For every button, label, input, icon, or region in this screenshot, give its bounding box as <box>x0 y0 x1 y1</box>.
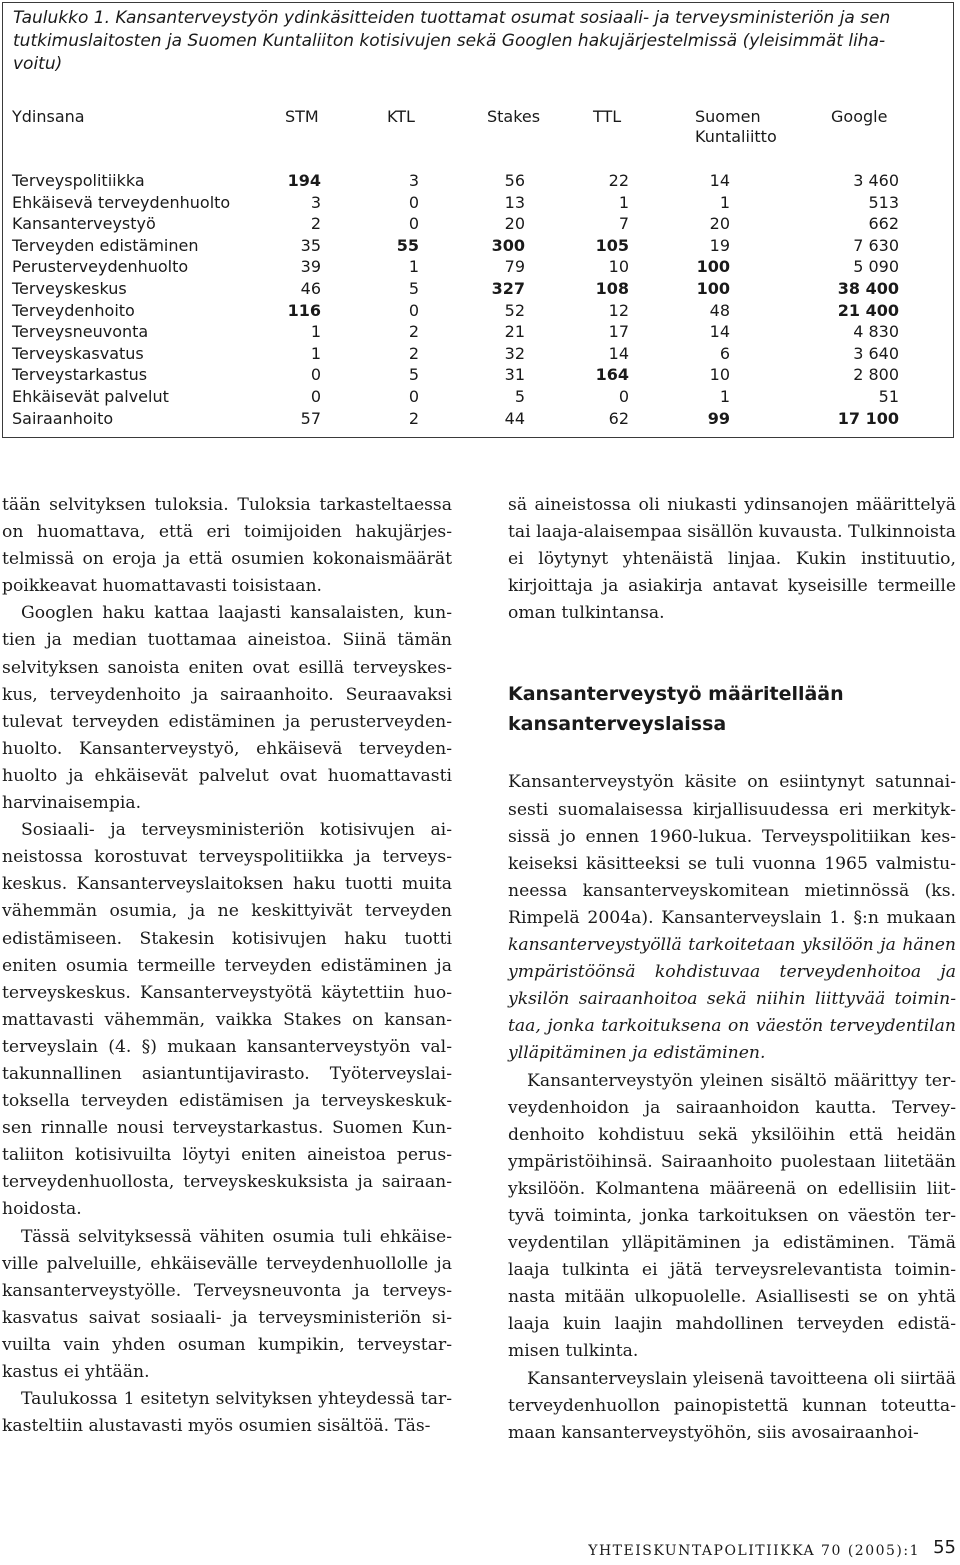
row-value: 17 <box>608 322 629 342</box>
row-value: 0 <box>618 387 629 406</box>
row-value: 12 <box>608 300 629 320</box>
row-term: Ehkäisevä terveydenhuolto <box>12 192 231 212</box>
row-value: 57 <box>300 408 321 428</box>
row-value: 32 <box>504 343 525 363</box>
row-term: Terveyskasvatus <box>12 343 144 363</box>
header-suomen-line-1: Suomen <box>695 107 761 126</box>
row-value: 14 <box>608 343 629 363</box>
section-heading: Kansanterveystyö määritellään kansanterveyslaissa <box>508 683 844 736</box>
row-value: 3 640 <box>853 343 899 363</box>
row-value: 99 <box>707 408 730 428</box>
law-quote-italic: kansanterveystyöllä tarkoitetaan yksilöön ja hänen ympäristöönsä kohdistuvaa terveydenhoitoa ja yksilön sairaanhoitoa sekä niihin liittyvää toimintaa, jonka tarkoituksena on väestön terveydentilan ylläpitäminen ja edistäminen. <box>508 935 956 1064</box>
row-value: 1 <box>719 192 730 212</box>
row-value: 5 090 <box>853 257 899 277</box>
row-value: 19 <box>709 235 730 255</box>
row-value: 513 <box>868 192 899 212</box>
row-value: 164 <box>595 365 629 385</box>
row-value: 2 <box>408 408 419 428</box>
row-term: Sairaanhoito <box>12 408 114 428</box>
row-value: 48 <box>709 300 730 320</box>
row-value: 3 <box>408 171 419 190</box>
row-value: 0 <box>310 387 321 406</box>
row-term: Terveysneuvonta <box>12 322 149 342</box>
row-value: 4 830 <box>853 322 899 342</box>
row-value: 21 <box>504 322 525 342</box>
row-value: 0 <box>408 192 419 212</box>
row-value: 10 <box>709 365 730 385</box>
row-value: 2 <box>408 343 419 363</box>
row-value: 0 <box>408 214 419 234</box>
header-ydinsana: Ydinsana <box>12 107 85 126</box>
row-value: 108 <box>595 279 629 298</box>
row-value: 22 <box>608 171 629 190</box>
row-value: 31 <box>504 365 525 385</box>
row-value: 6 <box>719 343 730 363</box>
row-value: 20 <box>504 214 525 234</box>
row-term: Kansanterveystyö <box>12 214 156 234</box>
row-value: 14 <box>709 322 730 342</box>
row-value: 300 <box>491 235 525 255</box>
row-value: 105 <box>595 235 629 255</box>
right-column <box>508 492 956 1447</box>
paragraph: Kansanterveyslain yleisenä tavoitteena oli siirtää terveydenhuollon painopistettä kunnan toteuttamaan kansanterveystyöhön, siis avosairaanhoi- <box>508 1368 956 1443</box>
row-value: 46 <box>300 279 321 298</box>
row-value: 44 <box>504 408 525 428</box>
row-value: 1 <box>618 192 629 212</box>
row-value: 1 <box>719 387 730 406</box>
paragraph: Sosiaali- ja terveysministeriön kotisivujen aineistossa korostuvat terveyspolitiikka ja terveyskeskus. Kansanterveyslaitoksen haku tuotti muita vähemmän osumia, ja ne keskittyivät terveyden edistämiseen. Stakesin kotisivujen haku tuotti eniten osumia termeille terveyden edistäminen ja terveyskeskus. Kansanterveystyötä käytettiin huomattavasti vähemmän, vaikka Stakes on kansanterveyslain (4. §) mukaan kansanterveystyön valtakunnallinen asiantuntijavirasto. Työterveyslaitoksella terveyden edistämisen ja terveyskeskuksen rinnalle nousi terveystarkastus. Suomen Kuntaliiton kotisivuilta löytyi eniten aineistoa perusterveydenhuollosta, terveyskeskuksista ja sairaanhoidosta. <box>2 820 452 1220</box>
row-value: 56 <box>504 171 525 190</box>
paragraph-text: Kansanterveystyön käsite on esiintynyt satunnaisesti suomalaisessa kirjallisuudessa eri merkityksissä jo ennen 1960-lukua. Terveyspolitiikan keskeiseksi käsitteeksi se tuli vuonna 1965 valmistuneessa kansanterveyskomitean mietinnössä (ks. Rimpelä 2004a). Kansanterveyslain 1. §:n mukaan <box>508 772 956 928</box>
caption-line: voitu) <box>13 54 63 74</box>
paragraph: sä aineistossa oli niukasti ydinsanojen määrittelyä tai laaja-alaisempaa sisällön kuvausta. Tulkinnoista ei löytynyt yhtenäistä linjaa. Kukin instituutio, kirjoittaja ja asiakirja antavat kyseisille termeille oman tulkintansa. <box>508 495 956 624</box>
left-column <box>2 492 452 1440</box>
paragraph: tään selvityksen tuloksia. Tuloksia tarkasteltaessa on huomattava, että eri toimijoiden hakujärjestelmissä on eroja ja että osumien kokonaismäärät poikkeavat huomattavasti toisistaan. <box>2 495 452 597</box>
row-term: Ehkäisevät palvelut <box>12 387 169 406</box>
row-value: 5 <box>514 387 525 406</box>
caption-line: Taulukko 1. Kansanterveystyön ydinkäsitteiden tuottamat osumat sosiaali- ja terveysministeriön ja sen <box>13 8 891 28</box>
header-ktl: KTL <box>387 107 415 126</box>
row-value: 662 <box>868 214 899 234</box>
row-value: 13 <box>504 192 525 212</box>
paragraph <box>508 769 956 1067</box>
row-term: Terveystarkastus <box>12 365 148 385</box>
row-value: 2 <box>408 322 419 342</box>
table-caption <box>13 7 943 76</box>
row-value: 2 800 <box>853 365 899 385</box>
header-suomen-line-2: Kuntaliitto <box>695 127 777 146</box>
row-value: 1 <box>310 322 321 342</box>
table-1 <box>2 2 954 438</box>
row-value: 79 <box>504 257 525 277</box>
row-term: Perusterveydenhuolto <box>12 257 189 277</box>
row-value: 39 <box>300 257 321 277</box>
row-value: 38 400 <box>837 279 899 298</box>
header-ttl: TTL <box>593 107 622 126</box>
paragraph: Taulukossa 1 esitetyn selvityksen yhteydessä tarkasteltiin alustavasti myös osumien sisältöä. Täs- <box>2 1389 452 1437</box>
row-value: 3 <box>310 192 321 212</box>
row-value: 100 <box>696 257 730 277</box>
row-value: 20 <box>709 214 730 234</box>
row-value: 17 100 <box>837 408 899 428</box>
paragraph: Googlen haku kattaa laajasti kansalaisten, kuntien ja median tuottamaa aineistoa. Siinä tämän selvityksen sanoista eniten ovat esillä terveyskeskus, terveydenhoito ja sairaanhoito. Seuraavaksi tulevat terveyden edistäminen ja perusterveydenhuolto. Kansanterveystyö, ehkäisevä terveydenhuolto ja ehkäisevät palvelut ovat huomattavasti harvinaisempia. <box>2 603 452 814</box>
row-value: 14 <box>709 171 730 190</box>
row-value: 62 <box>608 408 629 428</box>
journal-name: YHTEISKUNTAPOLITIIKKA 70 (2005):1 <box>588 1543 920 1559</box>
paragraph: Tässä selvityksessä vähiten osumia tuli ehkäiseville palveluille, ehkäisevälle terveydenhuollolle ja kansanterveystyölle. Terveysneuvonta ja terveyskasvatus saivat sosiaali- ja terveysministeriön sivuilta vain yhden osuman kumpikin, terveystarkastus ei yhtään. <box>2 1226 452 1382</box>
caption-line: tutkimuslaitosten ja Suomen Kuntaliiton kotisivujen sekä Googlen hakujärjestelmissä (yleisimmät liha- <box>13 31 886 51</box>
row-value: 10 <box>608 257 629 277</box>
row-value: 7 630 <box>853 235 899 255</box>
row-value: 3 460 <box>853 171 899 190</box>
row-value: 2 <box>310 214 321 234</box>
row-value: 7 <box>618 214 629 234</box>
row-value: 116 <box>287 300 321 320</box>
row-value: 5 <box>408 279 419 298</box>
page-footer <box>0 1537 960 1565</box>
row-value: 0 <box>408 387 419 406</box>
row-value: 100 <box>696 279 730 298</box>
row-value: 55 <box>396 235 419 255</box>
page-number: 55 <box>933 1537 956 1558</box>
row-value: 21 400 <box>837 300 899 320</box>
row-term: Terveyskeskus <box>12 279 127 298</box>
row-term: Terveydenhoito <box>12 300 135 320</box>
row-value: 0 <box>310 365 321 385</box>
row-value: 52 <box>504 300 525 320</box>
row-value: 1 <box>408 257 419 277</box>
paragraph: Kansanterveystyön yleinen sisältö määrittyy terveydenhoidon ja sairaanhoidon kautta. Terveydenhoito kohdistuu sekä yksilöihin että heidän ympäristöihinsä. Sairaanhoito puolestaan liitetään yksilöön. Kolmantena määreenä on edellisiin liittyvä toiminta, jonka tarkoituksen on väestön terveydentilan ylläpitäminen ja edistäminen. Tämä laaja tulkinta ei jätä terveysrelevantista toiminnasta mitään ulkopuolelle. Asiallisesti se on yhtä laaja kuin laajin mahdollinen terveyden edistämisen tulkinta. <box>508 1070 956 1362</box>
row-term: Terveyspolitiikka <box>12 171 145 190</box>
row-value: 5 <box>408 365 419 385</box>
row-value: 35 <box>300 235 321 255</box>
row-term: Terveyden edistäminen <box>12 235 199 255</box>
header-stm: STM <box>285 107 319 126</box>
row-value: 327 <box>491 279 525 298</box>
header-google: Google <box>831 107 888 126</box>
row-value: 194 <box>287 171 321 190</box>
header-suomen-kuntaliitto <box>695 107 777 147</box>
row-value: 51 <box>878 387 899 406</box>
row-value: 0 <box>408 300 419 320</box>
header-stakes: Stakes <box>487 107 541 126</box>
row-value: 1 <box>310 343 321 363</box>
